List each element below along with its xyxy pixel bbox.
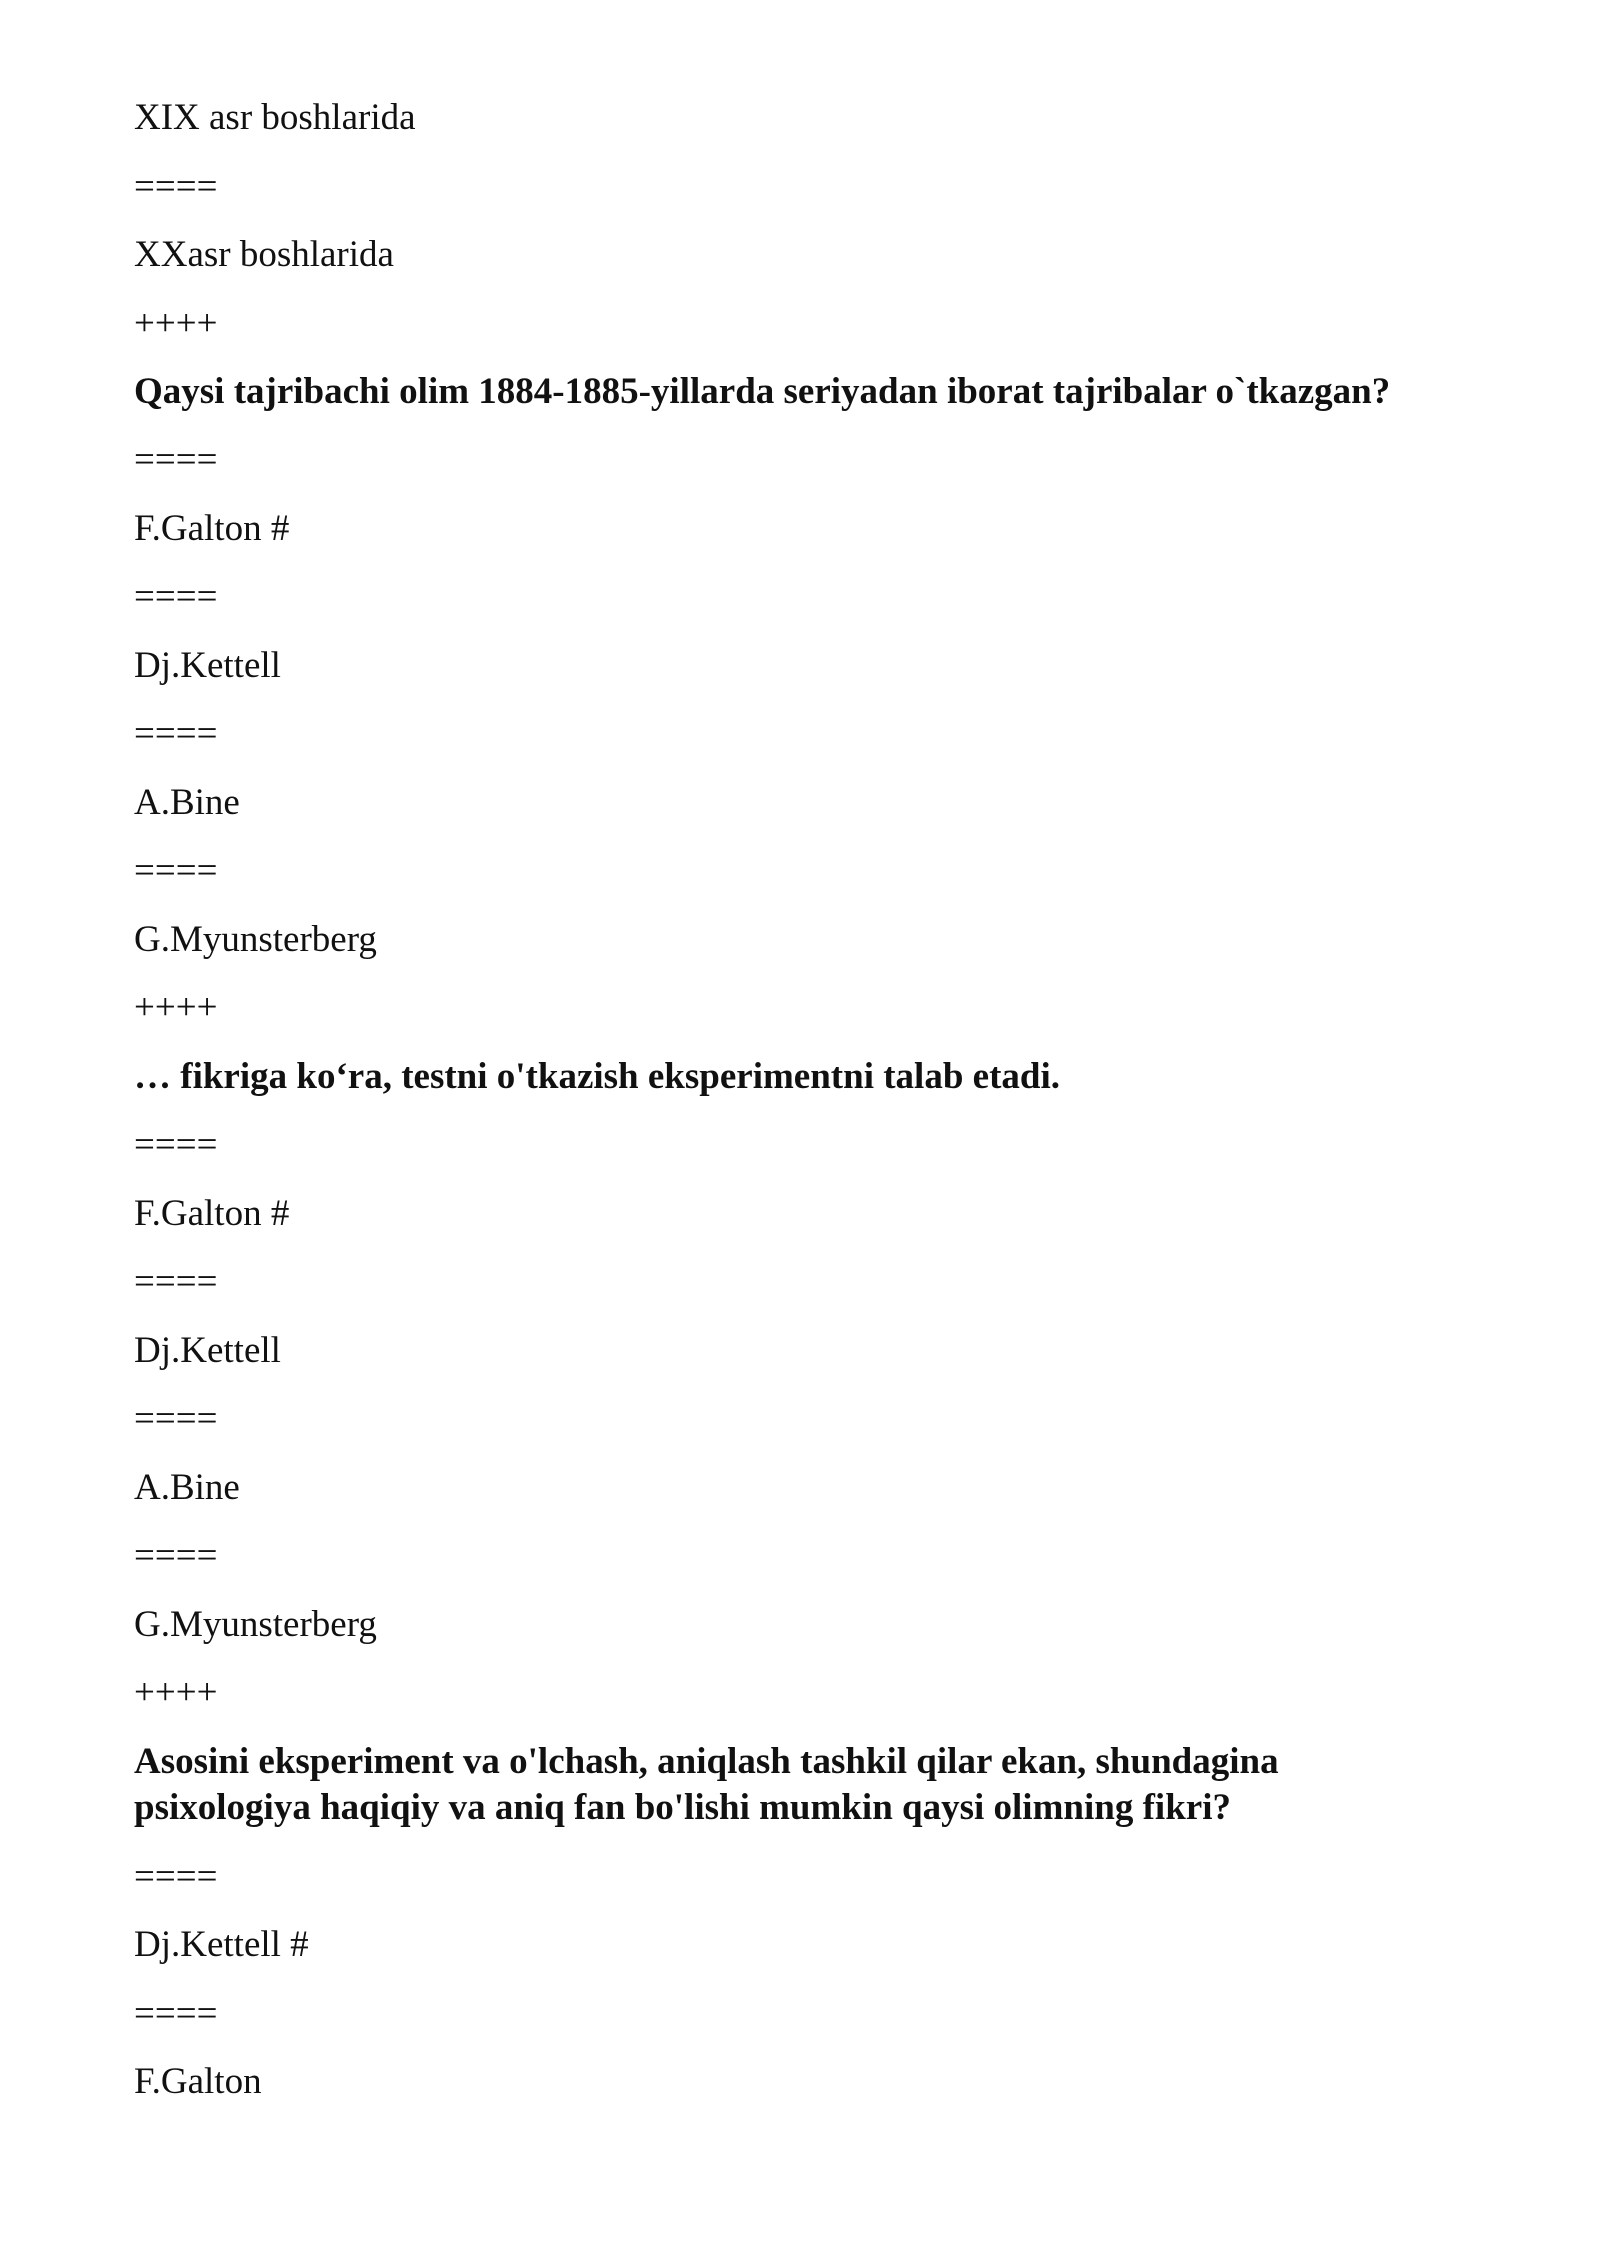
option-separator: ====	[134, 713, 218, 754]
option-separator: ====	[134, 1398, 218, 1439]
option-separator: ====	[134, 850, 218, 891]
answer-option: Dj.Kettell	[134, 645, 281, 686]
answer-option: A.Bine	[134, 1467, 240, 1508]
answer-option: G.Myunsterberg	[134, 919, 377, 960]
question-separator: ++++	[134, 303, 218, 344]
option-separator: ====	[134, 1856, 218, 1897]
question-text: Asosini eksperiment va o'lchash, aniqlash tashkil qilar ekan, shundagina psixologiya haqiqiy va aniq fan bo'lishi mumkin qaysi olimning fikri?	[134, 1741, 1279, 1828]
option-separator: ====	[134, 576, 218, 617]
answer-option: F.Galton #	[134, 1193, 290, 1234]
question-separator: ++++	[134, 987, 218, 1028]
option-separator: ====	[134, 1261, 218, 1302]
answer-option: G.Myunsterberg	[134, 1604, 377, 1645]
question-text: Qaysi tajribachi olim 1884-1885-yillarda seriyadan iborat tajribalar o`tkazgan?	[134, 371, 1391, 412]
answer-option: F.Galton	[134, 2061, 262, 2102]
option-separator: ====	[134, 166, 218, 207]
answer-option: A.Bine	[134, 782, 240, 823]
option-separator: ====	[134, 439, 218, 480]
question-separator: ++++	[134, 1672, 218, 1713]
option-separator: ====	[134, 1993, 218, 2034]
question-text: … fikriga ko‘ra, testni o'tkazish eksperimentni talab etadi.	[134, 1056, 1061, 1097]
answer-option: XXasr boshlarida	[134, 234, 394, 275]
option-separator: ====	[134, 1535, 218, 1576]
answer-option: Dj.Kettell	[134, 1330, 281, 1371]
answer-option: XIX asr boshlarida	[134, 97, 416, 138]
answer-option: F.Galton #	[134, 508, 290, 549]
option-separator: ====	[134, 1124, 218, 1165]
answer-option: Dj.Kettell #	[134, 1924, 309, 1965]
